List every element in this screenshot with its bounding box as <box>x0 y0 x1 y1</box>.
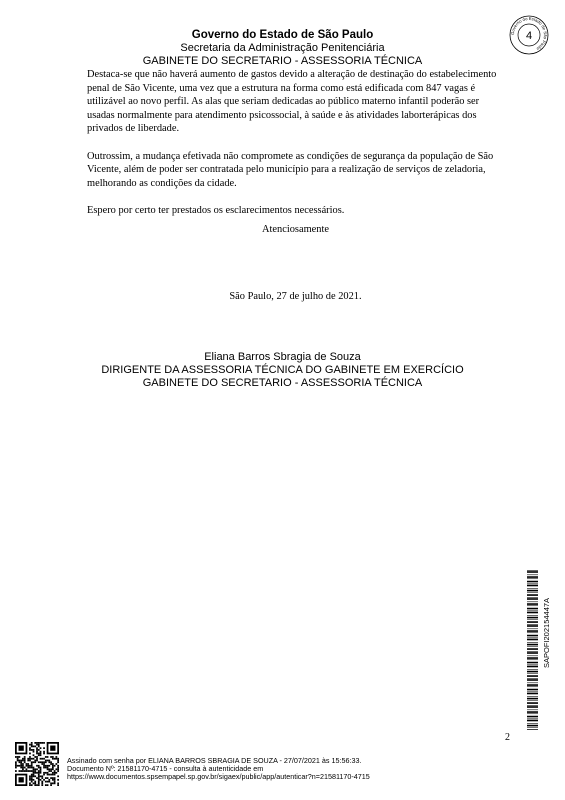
letter-body <box>87 68 497 231</box>
barcode-code: SAPOFI202154447A <box>542 597 551 668</box>
seal-ring-text: Governo do Estado de São Paulo <box>509 15 549 52</box>
document-header <box>0 28 565 68</box>
salutation: Atenciosamente <box>262 224 329 235</box>
qr-code <box>15 742 59 786</box>
signer-department: GABINETE DO SECRETARIO - ASSESSORIA TÉCNICA <box>142 377 423 389</box>
footer-url-line: https://www.documentos.spsempapel.sp.gov.br/sigaex/public/app/autenticar?n=21581170-4715 <box>67 772 370 782</box>
secretariat-title: Secretaria da Administração Penitenciária <box>180 42 385 54</box>
paragraph: Espero por certo ter prestados os esclarecimentos necessários. <box>87 204 345 216</box>
page-seal-icon <box>509 15 549 55</box>
paragraph: Outrossim, a mudança efetivada não compromete as condições de segurança da população de São Vicente, além de poder ser contratada pelo município para a realização de serviços de zeladoria, melhorando as condições da cidade. <box>87 150 494 189</box>
signer-name: Eliana Barros Sbragia de Souza <box>204 351 361 363</box>
footer-document-line: Documento Nº: 21581170-4715 - consulta à autenticidade em <box>67 764 264 774</box>
signer-title: DIRIGENTE DA ASSESSORIA TÉCNICA DO GABINETE EM EXERCÍCIO <box>101 364 464 376</box>
page-number: 2 <box>505 732 510 743</box>
cabinet-title: GABINETE DO SECRETARIO - ASSESSORIA TÉCNICA <box>142 55 423 67</box>
government-title: Governo do Estado de São Paulo <box>191 29 374 41</box>
signature-block <box>0 351 565 390</box>
place-date: São Paulo, 27 de julho de 2021. <box>229 291 362 302</box>
signature-footer <box>67 757 370 782</box>
footer-signed-line: Assinado com senha por ELIANA BARROS SBRAGIA DE SOUZA - 27/07/2021 às 15:56:33. <box>67 756 362 765</box>
seal-number: 4 <box>525 30 533 42</box>
paragraph: Destaca-se que não haverá aumento de gastos devido a alteração de destinação do estabelecimento penal de São Vicente, uma vez que a estrutura na forma como está edificada com 847 vagas é utilizável ao novo perfil. As alas que seriam dedicadas ao público materno infantil poderão ser usadas normalmente para atendimento psicossocial, à saúde e às atividades laborterápicas dos privados de liberdade. <box>87 69 497 135</box>
